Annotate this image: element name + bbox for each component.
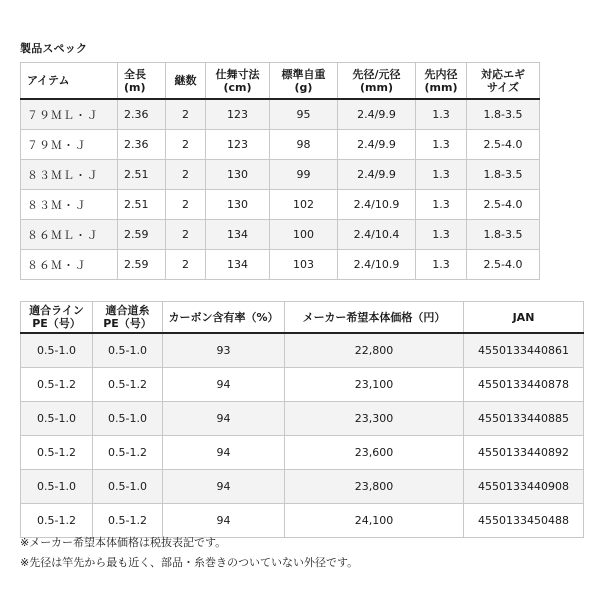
table-cell: 0.5-1.0 [93,470,163,504]
table-cell: 0.5-1.0 [93,402,163,436]
table-cell: 123 [206,99,270,130]
table-cell: 2.5-4.0 [467,250,540,280]
table-cell: 2.51 [118,190,166,220]
table-cell: 0.5-1.2 [93,368,163,402]
table-cell: 103 [270,250,338,280]
table-cell: 2.36 [118,130,166,160]
table-cell: 2.4/9.9 [338,160,416,190]
table-cell: 0.5-1.2 [21,436,93,470]
table-cell: 23,300 [285,402,464,436]
price-header-cell: メーカー希望本体価格（円） [285,302,464,334]
table-cell: 130 [206,190,270,220]
footnote-price: ※メーカー希望本体価格は税抜表記です。 [20,536,227,549]
table-cell: 2.4/9.9 [338,130,416,160]
table-cell: 2 [166,130,206,160]
table-cell: 134 [206,220,270,250]
table-cell: 23,600 [285,436,464,470]
table-cell: 23,100 [285,368,464,402]
table-cell: 24,100 [285,504,464,538]
table-cell: 0.5-1.2 [21,368,93,402]
table-cell: 4550133440892 [464,436,584,470]
table-cell: 1.3 [416,190,467,220]
table-cell: 2.59 [118,220,166,250]
table-row [21,436,584,470]
table-row [21,160,540,190]
table-row [21,402,584,436]
table-cell: 2.4/10.4 [338,220,416,250]
table-cell: 130 [206,160,270,190]
table-cell: 2.59 [118,250,166,280]
table-cell: 94 [163,470,285,504]
price-header-row [21,302,584,334]
table-cell: 23,800 [285,470,464,504]
table-cell: 2 [166,250,206,280]
table-row [21,470,584,504]
table-cell: 2.51 [118,160,166,190]
table-cell: 0.5-1.2 [21,504,93,538]
table-cell: 1.3 [416,99,467,130]
table-row [21,190,540,220]
table-cell: ７９ＭＬ・Ｊ [21,99,118,130]
table-cell: 2.5-4.0 [467,130,540,160]
table-cell: 0.5-1.0 [93,333,163,368]
price-table [20,301,584,538]
table-cell: 94 [163,504,285,538]
table-cell: 94 [163,402,285,436]
table-cell: 4550133440885 [464,402,584,436]
table-cell: 2 [166,190,206,220]
page-title: 製品スペック [20,42,88,55]
table-row [21,220,540,250]
table-cell: ８６ＭＬ・Ｊ [21,220,118,250]
table-cell: 1.3 [416,220,467,250]
table-cell: 2.4/10.9 [338,250,416,280]
table-cell: 1.8-3.5 [467,99,540,130]
table-cell: 1.3 [416,130,467,160]
table-cell: 94 [163,368,285,402]
spec-header-cell: 継数 [166,63,206,100]
table-cell: 0.5-1.0 [21,402,93,436]
spec-header-row [21,63,540,100]
table-cell: 4550133440861 [464,333,584,368]
table-cell: 0.5-1.2 [93,504,163,538]
spec-header-cell: 先径/元径 (mm) [338,63,416,100]
table-cell: 2 [166,220,206,250]
table-cell: 0.5-1.0 [21,470,93,504]
table-cell: ８３Ｍ・Ｊ [21,190,118,220]
spec-table [20,62,540,280]
price-header-cell: 適合ライン PE（号） [21,302,93,334]
table-cell: 95 [270,99,338,130]
table-cell: 1.3 [416,160,467,190]
table-cell: 1.8-3.5 [467,160,540,190]
table-row [21,130,540,160]
table-cell: ７９Ｍ・Ｊ [21,130,118,160]
spec-header-cell: 先内径 (mm) [416,63,467,100]
table-cell: 0.5-1.0 [21,333,93,368]
table-cell: 4550133440878 [464,368,584,402]
table-cell: 99 [270,160,338,190]
table-cell: 94 [163,436,285,470]
spec-header-cell: 全長 (m) [118,63,166,100]
table-cell: 2.4/9.9 [338,99,416,130]
price-header-cell: カーボン含有率（%） [163,302,285,334]
spec-header-cell: 対応エギ サイズ [467,63,540,100]
table-cell: 4550133440908 [464,470,584,504]
table-cell: 0.5-1.2 [93,436,163,470]
table-cell: 98 [270,130,338,160]
footnote-tip-diameter: ※先径は竿先から最も近く、部品・糸巻きのついていない外径です。 [20,556,359,569]
table-cell: 100 [270,220,338,250]
table-row [21,99,540,130]
table-cell: 2.4/10.9 [338,190,416,220]
footnotes [20,533,358,573]
table-cell: 93 [163,333,285,368]
table-row [21,333,584,368]
price-header-cell: 適合道糸 PE（号） [93,302,163,334]
table-row [21,250,540,280]
price-header-cell: JAN [464,302,584,334]
table-cell: 22,800 [285,333,464,368]
table-cell: 1.8-3.5 [467,220,540,250]
spec-header-cell: アイテム [21,63,118,100]
table-cell: ８６Ｍ・Ｊ [21,250,118,280]
table-cell: 102 [270,190,338,220]
table-cell: 4550133450488 [464,504,584,538]
spec-header-cell: 仕舞寸法 (cm) [206,63,270,100]
table-cell: 134 [206,250,270,280]
spec-header-cell: 標準自重 (g) [270,63,338,100]
table-cell: 2 [166,160,206,190]
table-row [21,368,584,402]
table-cell: 2 [166,99,206,130]
table-cell: 123 [206,130,270,160]
table-cell: 2.36 [118,99,166,130]
table-cell: 2.5-4.0 [467,190,540,220]
table-cell: 1.3 [416,250,467,280]
table-cell: ８３ＭＬ・Ｊ [21,160,118,190]
